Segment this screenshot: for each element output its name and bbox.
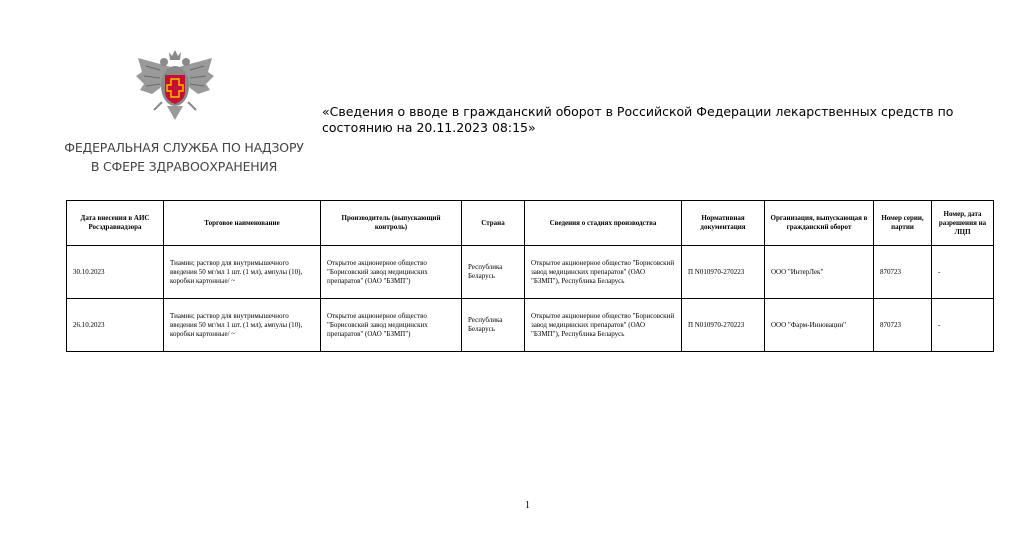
header-regulatory-docs: Нормативная документация xyxy=(682,201,765,246)
header-country: Страна xyxy=(462,201,525,246)
cell-regulatory-docs: П N010970-270223 xyxy=(682,246,765,299)
table-row xyxy=(67,299,994,352)
document-title: «Сведения о вводе в гражданский оборот в Российской Федерации лекарственных средств по состоянию на 20.11.2023 08:15» xyxy=(322,104,954,135)
cell-trade-name: Тиамин; раствор для внутримышечного введения 50 мг/мл 1 шт. (1 мл), ампулы (10), коробки картонные/ ~ xyxy=(164,299,321,352)
cell-country: Республика Беларусь xyxy=(462,299,525,352)
cell-production-stages: Открытое акционерное общество "Борисовский завод медицинских препаратов" (ОАО "БЗМП"), Республика Беларусь xyxy=(525,246,682,299)
table-header-row xyxy=(67,201,994,246)
cell-date: 26.10.2023 xyxy=(67,299,164,352)
cell-manufacturer: Открытое акционерное общество "Борисовский завод медицинских препаратов" (ОАО "БЗМП") xyxy=(321,299,462,352)
cell-series-number: 870723 xyxy=(874,246,932,299)
header-trade-name: Торговое наименование xyxy=(164,201,321,246)
cell-manufacturer: Открытое акционерное общество "Борисовский завод медицинских препаратов" (ОАО "БЗМП") xyxy=(321,246,462,299)
agency-name-line2: В СФЕРЕ ЗДРАВООХРАНЕНИЯ xyxy=(90,159,278,174)
emblem-logo xyxy=(132,48,218,122)
cell-permit: - xyxy=(932,246,994,299)
header-production-stages: Сведения о стадиях производства xyxy=(525,201,682,246)
cell-production-stages: Открытое акционерное общество "Борисовский завод медицинских препаратов" (ОАО "БЗМП"), Республика Беларусь xyxy=(525,299,682,352)
cell-organization: ООО "Фарм-Инновации" xyxy=(765,299,874,352)
page-number: 1 xyxy=(525,500,530,511)
double-headed-eagle-icon xyxy=(132,48,218,122)
cell-permit: - xyxy=(932,299,994,352)
cell-regulatory-docs: П N010970-270223 xyxy=(682,299,765,352)
header-organization: Организация, выпускающая в гражданский оборот xyxy=(765,201,874,246)
cell-series-number: 870723 xyxy=(874,299,932,352)
agency-name xyxy=(64,138,304,176)
agency-name-line1: ФЕДЕРАЛЬНАЯ СЛУЖБА ПО НАДЗОРУ xyxy=(64,140,304,155)
header-permit: Номер, дата разрешения на ЛЦП xyxy=(932,201,994,246)
medicines-table xyxy=(66,200,994,352)
cell-trade-name: Тиамин; раствор для внутримышечного введения 50 мг/мл 1 шт. (1 мл), ампулы (10), коробки картонные/ ~ xyxy=(164,246,321,299)
header-date: Дата внесения в АИС Росздравнадзора xyxy=(67,201,164,246)
header-series-number: Номер серии, партии xyxy=(874,201,932,246)
header-manufacturer: Производитель (выпускающий контроль) xyxy=(321,201,462,246)
cell-country: Республика Беларусь xyxy=(462,246,525,299)
cell-date: 30.10.2023 xyxy=(67,246,164,299)
table-row xyxy=(67,246,994,299)
cell-organization: ООО "ИнтерЛек" xyxy=(765,246,874,299)
